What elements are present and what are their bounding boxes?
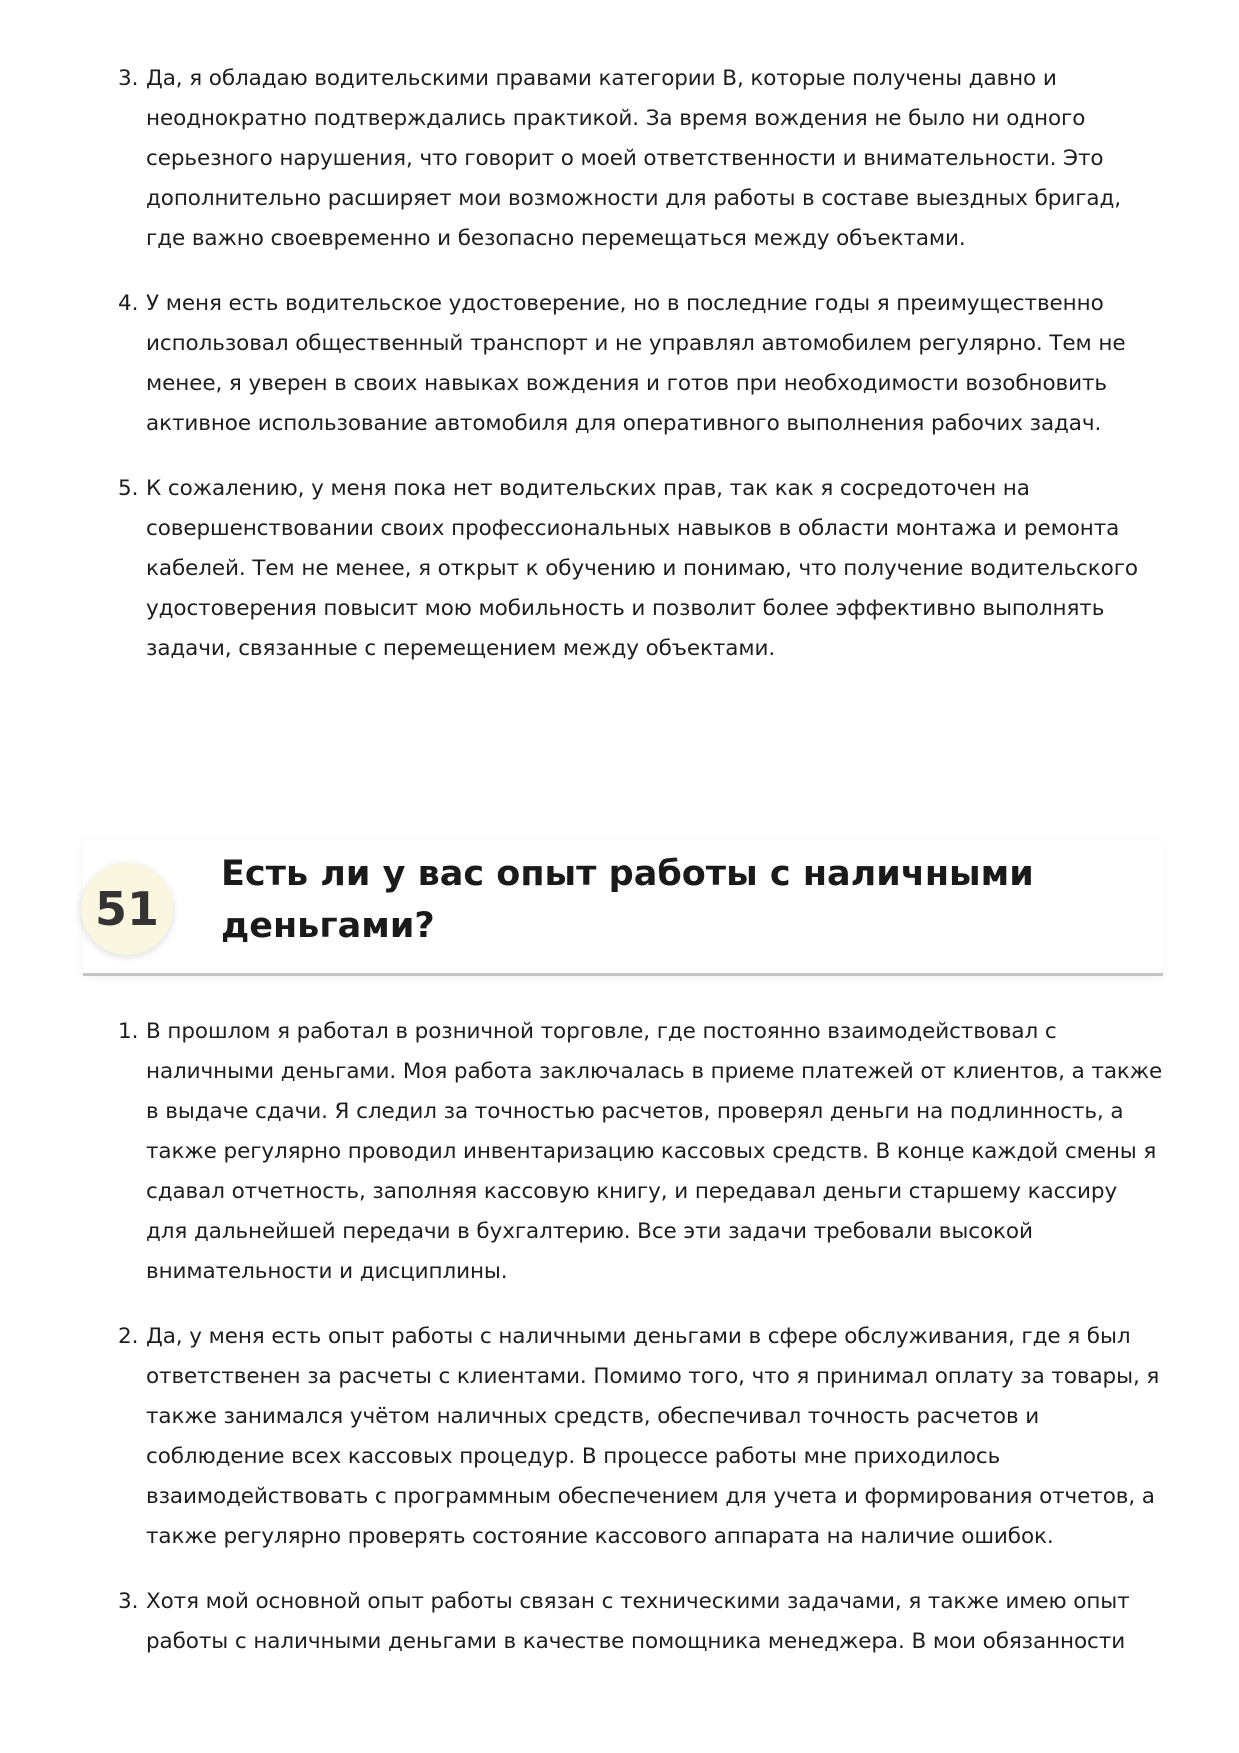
answer-list-previous-question xyxy=(118,59,1163,669)
question-header xyxy=(83,840,1163,976)
list-item-text: В прошлом я работал в розничной торговле, где постоянно взаимодействовал с наличными деньгами. Моя работа заключалась в приеме платежей от клиентов, а также в выдаче сдачи. Я следил за точностью расчетов, проверял деньги на подлинность, а также регулярно проводил инвентаризацию кассовых средств. В конце каждой смены я сдавал отчетность, заполняя кассовую книгу, и передавал деньги старшему кассиру для дальнейшей передачи в бухгалтерию. Все эти задачи требовали высокой внимательности и дисциплины. xyxy=(146,1019,1163,1284)
list-item-text: Да, у меня есть опыт работы с наличными деньгами в сфере обслуживания, где я был ответственен за расчеты с клиентами. Помимо того, что я принимал оплату за товары, я также занимался учётом наличных средств, обеспечивал точность расчетов и соблюдение всех кассовых процедур. В процессе работы мне приходилось взаимодействовать с программным обеспечением для учета и формирования отчетов, а также регулярно проверять состояние кассового аппарата на наличие ошибок. xyxy=(146,1324,1160,1549)
list-item-number: 4. xyxy=(118,291,139,316)
list-item-number: 5. xyxy=(118,476,139,501)
list-item-text: Да, я обладаю водительскими правами категории B, которые получены давно и неоднократно подтверждались практикой. За время вождения не было ни одного серьезного нарушения, что говорит о моей ответственности и внимательности. Это дополнительно расширяет мои возможности для работы в составе выездных бригад, где важно своевременно и безопасно перемещаться между объектами. xyxy=(146,66,1122,251)
list-item xyxy=(118,1317,1163,1557)
list-item xyxy=(118,1012,1163,1292)
answer-list xyxy=(118,1012,1163,1662)
list-item-text: У меня есть водительское удостоверение, но в последние годы я преимущественно использовал общественный транспорт и не управлял автомобилем регулярно. Тем не менее, я уверен в своих навыках вождения и готов при необходимости возобновить активное использование автомобиля для оперативного выполнения рабочих задач. xyxy=(146,291,1126,436)
list-item-text: Хотя мой основной опыт работы связан с техническими задачами, я также имею опыт работы с наличными деньгами в качестве помощника менеджера. В мои обязанности xyxy=(146,1589,1130,1654)
list-item xyxy=(118,59,1163,259)
list-item xyxy=(118,469,1163,669)
list-item-number: 2. xyxy=(118,1324,139,1349)
list-item-number: 3. xyxy=(118,1589,139,1614)
list-item xyxy=(118,284,1163,444)
question-number-badge: 51 xyxy=(81,863,173,955)
list-item-text: К сожалению, у меня пока нет водительских прав, так как я сосредоточен на совершенствовании своих профессиональных навыков в области монтажа и ремонта кабелей. Тем не менее, я открыт к обучению и понимаю, что получение водительского удостоверения повысит мою мобильность и позволит более эффективно выполнять задачи, связанные с перемещением между объектами. xyxy=(146,476,1138,661)
header-divider xyxy=(83,973,1163,976)
list-item-number: 1. xyxy=(118,1019,139,1044)
list-item xyxy=(118,1582,1163,1662)
list-item-number: 3. xyxy=(118,66,139,91)
question-title: Есть ли у вас опыт работы с наличными деньгами? xyxy=(221,854,1034,946)
